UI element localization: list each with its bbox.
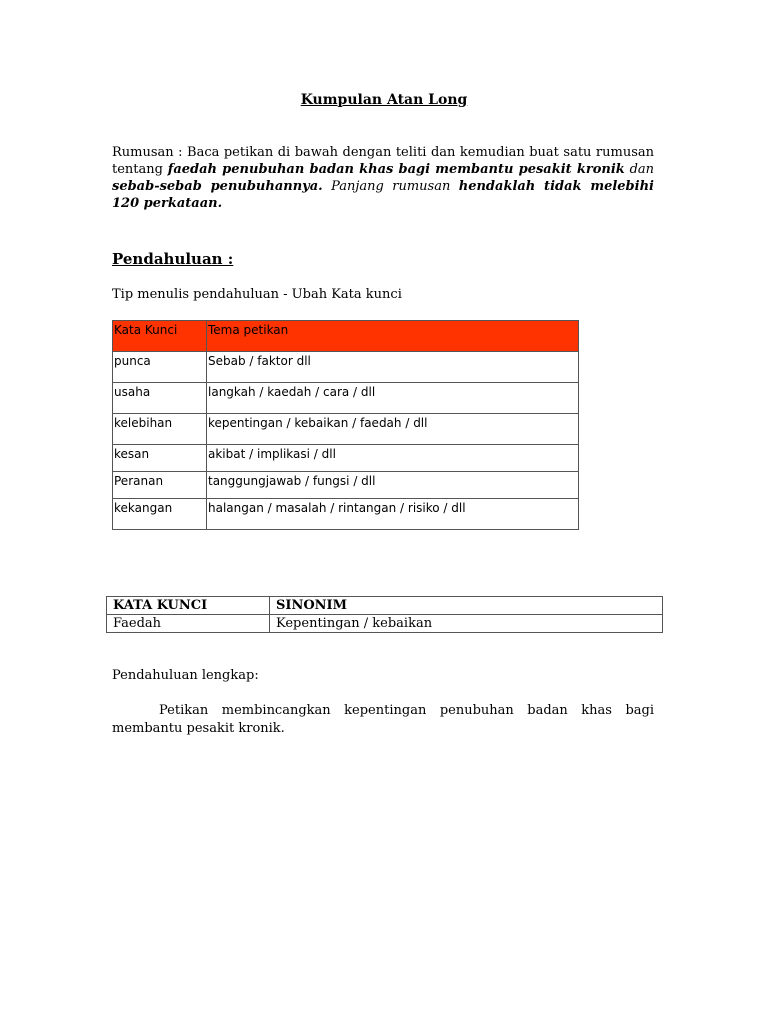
rumusan-connector: dan: [624, 162, 655, 177]
tip-text: Tip menulis pendahuluan - Ubah Kata kunci: [112, 287, 402, 302]
sinonim-cell: Kepentingan / kebaikan: [270, 615, 663, 633]
rumusan-topic-1: faedah penubuhan badan khas bagi membantu pesakit kronik: [167, 162, 625, 177]
table-row: [113, 472, 579, 499]
pendahuluan-heading: Pendahuluan :: [112, 250, 234, 268]
tema-cell: tanggungjawab / fungsi / dll: [207, 472, 579, 499]
keyword-cell: usaha: [113, 383, 207, 414]
sinonim-table: [106, 596, 663, 633]
rumusan-paragraph: [112, 144, 654, 212]
rumusan-instruction: Panjang rumusan: [322, 179, 459, 194]
table-row: [113, 352, 579, 383]
keyword-table: [112, 320, 579, 530]
table-row: [113, 445, 579, 472]
keyword-cell: Faedah: [107, 615, 270, 633]
keyword-cell: kekangan: [113, 499, 207, 530]
pendahuluan-lengkap-text: Petikan membincangkan kepentingan penubuhan badan khas bagi membantu pesakit kronik.: [112, 703, 654, 736]
tema-cell: kepentingan / kebaikan / faedah / dll: [207, 414, 579, 445]
rumusan-topic-2: sebab-sebab penubuhannya.: [112, 179, 323, 194]
keyword-cell: kelebihan: [113, 414, 207, 445]
sinonim-table-header: [107, 597, 663, 615]
table-row: [113, 383, 579, 414]
header-tema-petikan: Tema petikan: [207, 321, 579, 352]
rumusan-limit: hendaklah tidak melebihi 120 perkataan.: [112, 179, 654, 211]
rumusan-prefix: Rumusan : Baca petikan di bawah dengan teliti dan kemudian buat satu rumusan tentang: [112, 145, 654, 177]
header-kata-kunci: Kata Kunci: [113, 321, 207, 352]
header-sinonim: SINONIM: [270, 597, 663, 615]
tema-cell: akibat / implikasi / dll: [207, 445, 579, 472]
tema-cell: langkah / kaedah / cara / dll: [207, 383, 579, 414]
table-row: [113, 499, 579, 530]
tema-cell: Sebab / faktor dll: [207, 352, 579, 383]
keyword-cell: kesan: [113, 445, 207, 472]
keyword-cell: punca: [113, 352, 207, 383]
pendahuluan-lengkap-label: Pendahuluan lengkap:: [112, 668, 259, 683]
keyword-table-header: [113, 321, 579, 352]
document-title: Kumpulan Atan Long: [300, 92, 468, 108]
header-kata-kunci: KATA KUNCI: [107, 597, 270, 615]
tema-cell: halangan / masalah / rintangan / risiko / dll: [207, 499, 579, 530]
keyword-cell: Peranan: [113, 472, 207, 499]
table-row: [113, 414, 579, 445]
table-row: [107, 615, 663, 633]
